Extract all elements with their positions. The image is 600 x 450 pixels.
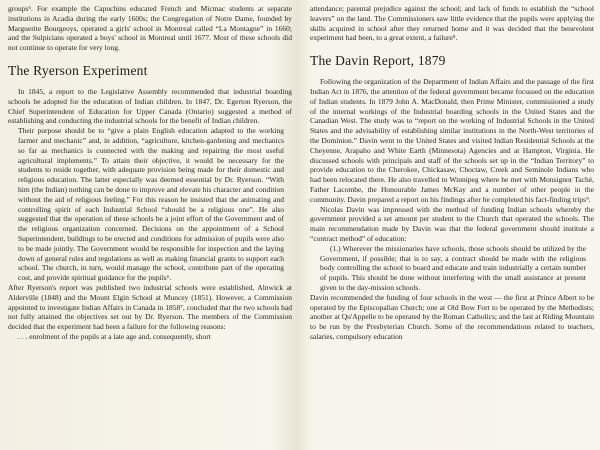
davin-paragraph-1: Following the organization of the Department of Indian Affairs and the passage of the first Indian Act in 1876, the attention of the federal government became focussed on the education of Indian students. In 1879 John A. MacDonald, then Prime Minister, commissioned a study of the internal workings of the Industrial boarding schools in the United States and the Canadian West. The study was to “report on the working of Industrial Schools in the United States and the advisability of establishing similar institutions in the North-West territories of the Dominion.” Davin went to the United States and visited Indian Residential Schools at the Cheyenne, Arapaho and White Earth (Minnesota) Agencies and at Hampton, Virginia. He discussed schools with principals and staff of the schools set up in the “Indian Territory” to provide education to the Cherokee, Chickasaw, Choctaw, Creek and Seminole Indians who had been relocated there. He also travelled to Winnipeg where he met with Monsignor Taché, Father Lacombe, the Honourable James McKay and a number of other people in the community. Davin prepared a report on his findings after he completed his fact-finding trips⁹. (310, 77, 594, 204)
ryerson-quote-block: Their purpose should be to “give a plain English education adapted to the working farmer and mechanic” and, in addition, “agriculture, kitchen-gardening and mechanics so far as mechanics is connected with the making and repairing the most useful agricultural implements.” To attain their objective, it would be necessary for the students to reside together, with adequate provision being made for their domestic and religious education. The latter especially was deemed essential by Dr. Ryerson. “With him (the Indian) nothing can be done to improve and elevate his character and condition without the aid of religious feeling.” For this reason he insisted that the animating and controlling spirit of each Industrial School “should be a religious one”. He also suggested that the operation of these schools be a joint effort of the Government and of the religious organization concerned. Decisions on the appointment of a School Superintendent, buildings to be erected and conditions for admission of pupils were also to be made jointly. The Government would be responsible for inspection and the laying down of general rules and regulations as well as making financial grants to support each school. The church, in turn, would manage the school, contribute part of the operating cost, and provide spiritual guidance for the pupils⁶. (18, 126, 284, 283)
heading-ryerson-experiment: The Ryerson Experiment (8, 62, 148, 78)
davin-paragraph-3: Davin recommended the funding of four schools in the west — the first at Prince Albert to be operated by the Episcopalian Church; one at Old Bow Fort to be operated by the Methodists; another at Qu'Appelle to be operated by the Roman Catholics; and the last at Riding Mountain to be run by the Presbyterian Church. Some of the recommendations related to teachers, salaries, compulsory education (310, 292, 594, 341)
left-intro-paragraph: groups⁵. For example the Capuchins educated French and Micmac students at separate institutions in Acadia during the early 1600s; the Congregation of Notre Dame, founded by Marguerite Bourgeoys, operated a girls' school in Montreal called “La Montagne” in 1660; and the Sulpicians operated a boys' school in Montreal until 1677. Most of these schools did not continue to operate for very long. (8, 4, 292, 53)
right-intro-paragraph: attendance; parental prejudice against the school; and lack of funds to establish the “school leavers” on the land. The Commissioners saw little evidence that the pupils were applying the skills acquired in school after they returned home and it was decided that the benevolent experiment had been, to a great extent, a failure⁸. (310, 4, 594, 43)
heading-davin-report: The Davin Report, 1879 (310, 53, 446, 69)
ryerson-paragraph-2: After Ryerson's report was published two industrial schools were established, Alnwick at Alderville (1848) and the Mount Elgin School at Muncey (1851). However, a Commission appointed to investigate Indian Affairs in Canada in 1858⁷, concluded that the two schools had not fully attained the objectives set out by Dr. Ryerson. The members of the Commission decided that the experiment had been a failure for the following reasons: (8, 282, 292, 332)
davin-paragraph-2: Nicolas Davin was impressed with the method of funding Indian schools whereby the government provided a set amount per student to the Church that operated the schools. The main recommendation made by Davin was that the federal government should institute a “contract method” of education: (310, 204, 594, 243)
ryerson-paragraph-1: In 1845, a report to the Legislative Assembly recommended that industrial boarding schools be adopted for the education of Indian children. In 1847, Dr. Egerton Ryerson, the Chief Superintendent of Education for Upper Canada (Ontario) suggested a method of establishing and conducting the industrial schools for the benefit of Indian children. (8, 86, 292, 126)
left-column (8, 4, 292, 342)
ryerson-ellipsis-quote: . . . enrolment of the pupils at a late age and, consequently, short (18, 331, 211, 341)
davin-quote-block: (1.) Wherever the missionaries have schools, those schools should be utilized by the Government, if possible; that is to say, a contract should be made with the religious body controlling the school to board and educate and train industrially a certain number of pupils. This should be done without interfering with the small assistance at present given to the day-mission schools. (320, 243, 586, 292)
right-column (310, 4, 594, 342)
